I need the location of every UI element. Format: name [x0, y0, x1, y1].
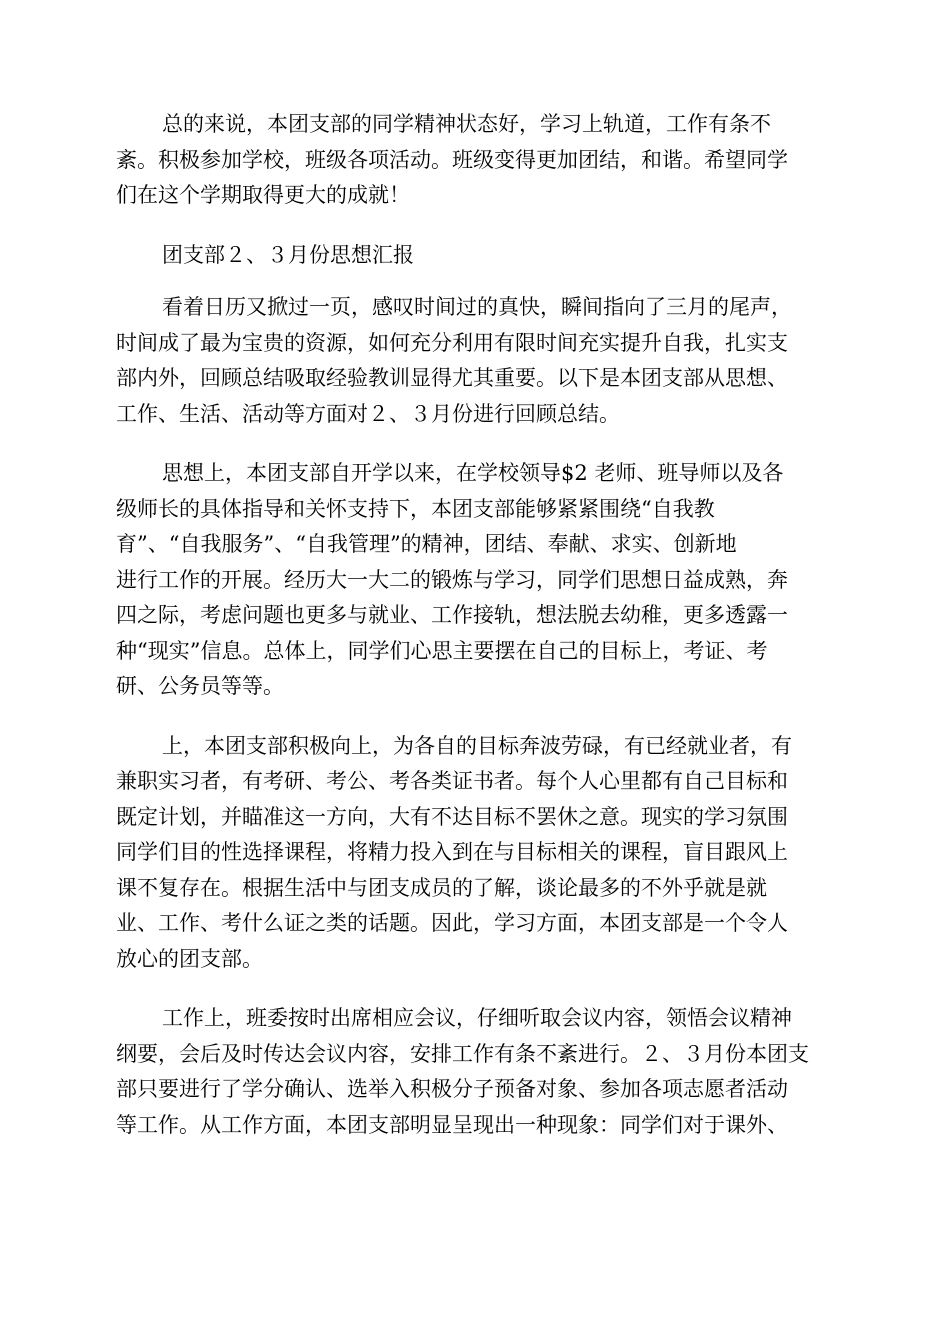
text-line: 进行工作的开展。经历大一大二的锻炼与学习，同学们思想日益成熟，奔	[116, 567, 788, 592]
text-line: 四之际，考虑问题也更多与就业、工作接轨，想法脱去幼稚，更多透露一	[116, 603, 788, 627]
text-line: 研、公务员等等。	[116, 674, 284, 698]
text-line: 业、工作、考什么证之类的话题。因此，学习方面，本团支部是一个令人	[116, 911, 788, 935]
text-line: 部只要进行了学分确认、选举入积极分子预备对象、参加各项志愿者活动	[116, 1077, 788, 1101]
text-line: 紊。积极参加学校，班级各项活动。班级变得更加团结，和谐。希望同学	[116, 147, 788, 172]
paragraph-work	[116, 1001, 836, 1143]
text-line: 育”、“自我服务”、“自我管理”的精神，团结、奉献、求实、创新地	[116, 532, 737, 556]
heading-text: 团支部２、３月份思想汇报	[162, 242, 414, 267]
text-line: 既定计划，并瞄准这一方向，大有不达目标不罢休之意。现实的学习氛围	[116, 804, 788, 829]
text-line: 同学们目的性选择课程，将精力投入到在与目标相关的课程，盲目跟风上	[116, 840, 788, 864]
text-line: 种“现实”信息。总体上，同学们心思主要摆在自己的目标上，考证、考	[116, 638, 768, 663]
text-line: 工作上，班委按时出席相应会议，仔细听取会议内容，领悟会议精神	[162, 1006, 792, 1030]
text-line: 看着日历又掀过一页，感叹时间过的真快，瞬间指向了三月的尾声，	[162, 295, 792, 319]
paragraph-thought	[116, 456, 836, 705]
text-line: 们在这个学期取得更大的成就！	[116, 183, 410, 207]
text-line: 部内外，回顾总结吸取经验教训显得尤其重要。以下是本团支部从思想、	[116, 366, 788, 390]
text-line: 兼职实习者，有考研、考公、考各类证书者。每个人心里都有自己目标和	[116, 769, 788, 793]
text-line: 课不复存在。根据生活中与团支成员的了解，谈论最多的不外乎就是就	[116, 875, 767, 900]
text-line: 级师长的具体指导和关怀支持下，本团支部能够紧紧围绕“自我教	[116, 496, 715, 521]
text-line: 总的来说，本团支部的同学精神状态好，学习上轨道，工作有条不	[162, 112, 771, 136]
section-heading	[116, 238, 836, 274]
text-line: 时间成了最为宝贵的资源，如何充分利用有限时间充实提升自我，扎实支	[116, 330, 788, 355]
text-line: 放心的团支部。	[116, 946, 263, 971]
text-line: 上，本团支部积极向上，为各自的目标奔波劳碌，有已经就业者，有	[162, 733, 792, 758]
document-page	[116, 107, 836, 1167]
text-line: 思想上，本团支部自开学以来，在学校领导$2 老师、班导师以及各	[162, 461, 784, 485]
paragraph-summary	[116, 107, 836, 214]
text-line: 工作、生活、活动等方面对２、３月份进行回顾总结。	[116, 401, 620, 426]
text-line: 等工作。从工作方面，本团支部明显呈现出一种现象：同学们对于课外、	[116, 1112, 788, 1137]
paragraph-intro	[116, 290, 836, 432]
text-line: 纲要，会后及时传达会议内容，安排工作有条不紊进行。２、３月份本团支	[116, 1041, 809, 1066]
paragraph-study	[116, 729, 836, 978]
